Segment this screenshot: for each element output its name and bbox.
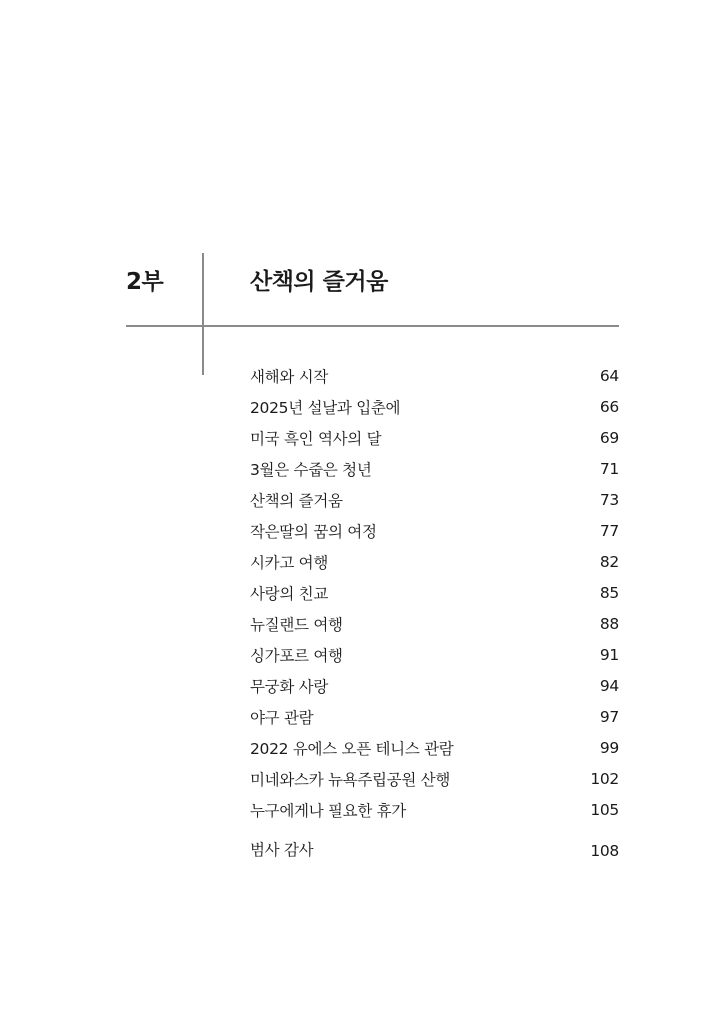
horizontal-divider — [126, 325, 619, 327]
toc-entry[interactable] — [250, 639, 619, 670]
toc-entry-title: 싱가포르 여행 — [250, 646, 343, 665]
toc-entry-title: 2022 유에스 오픈 테니스 관람 — [250, 739, 454, 758]
toc-entry-title: 뉴질랜드 여행 — [250, 615, 343, 634]
toc-entry-page: 108 — [590, 842, 619, 860]
toc-entry-title: 누구에게나 필요한 휴가 — [250, 801, 406, 820]
toc-entry-page: 77 — [599, 521, 619, 540]
toc-entry[interactable] — [250, 608, 619, 639]
toc-entry-title: 2025년 설날과 입춘에 — [250, 398, 401, 417]
toc-entry-title: 산책의 즐거움 — [250, 491, 343, 510]
toc-entry-title: 야구 관람 — [250, 708, 314, 727]
toc-entry-title: 시카고 여행 — [250, 553, 328, 572]
toc-entry-page: 69 — [599, 428, 619, 447]
part-number: 2부 — [126, 269, 164, 295]
toc-entry-title: 사랑의 친교 — [250, 584, 328, 603]
toc-entry[interactable] — [250, 670, 619, 701]
table-of-contents — [250, 360, 619, 860]
toc-entry[interactable] — [250, 422, 619, 453]
toc-entry-title: 3월은 수줍은 청년 — [250, 460, 372, 479]
toc-entry-page: 94 — [599, 676, 619, 695]
toc-entry-page: 73 — [599, 490, 619, 509]
toc-entry-title: 작은딸의 꿈의 여정 — [250, 522, 377, 541]
toc-entry-page: 105 — [590, 800, 619, 819]
vertical-divider — [202, 253, 204, 375]
toc-entry[interactable] — [250, 546, 619, 577]
toc-entry-page: 102 — [590, 769, 619, 788]
toc-entry[interactable] — [250, 732, 619, 763]
toc-entry[interactable] — [250, 794, 619, 825]
toc-entry[interactable] — [250, 391, 619, 422]
toc-entry[interactable] — [250, 701, 619, 732]
toc-entry[interactable] — [250, 453, 619, 484]
toc-entry[interactable] — [250, 360, 619, 391]
toc-entry-page: 91 — [599, 645, 619, 664]
toc-entry-page: 71 — [599, 459, 619, 478]
toc-entry-page: 97 — [599, 707, 619, 726]
toc-entry[interactable] — [250, 577, 619, 608]
toc-entry[interactable] — [250, 484, 619, 515]
toc-entry-page: 99 — [599, 738, 619, 757]
toc-entry[interactable] — [250, 515, 619, 546]
toc-entry-page: 88 — [599, 614, 619, 633]
toc-entry-page: 64 — [599, 366, 619, 385]
toc-entry-title: 범사 감사 — [250, 841, 314, 859]
part-title: 산책의 즐거움 — [250, 269, 388, 295]
toc-entry[interactable] — [250, 763, 619, 794]
toc-entry-title: 무궁화 사랑 — [250, 677, 328, 696]
toc-entry-title: 새해와 시작 — [250, 367, 328, 386]
toc-entry-page: 82 — [599, 552, 619, 571]
toc-entry-title: 미국 흑인 역사의 달 — [250, 429, 382, 448]
toc-entry-page: 85 — [599, 583, 619, 602]
toc-entry-page: 66 — [599, 397, 619, 416]
toc-entry-title: 미네와스카 뉴욕주립공원 산행 — [250, 770, 451, 789]
toc-entry[interactable] — [250, 825, 619, 860]
